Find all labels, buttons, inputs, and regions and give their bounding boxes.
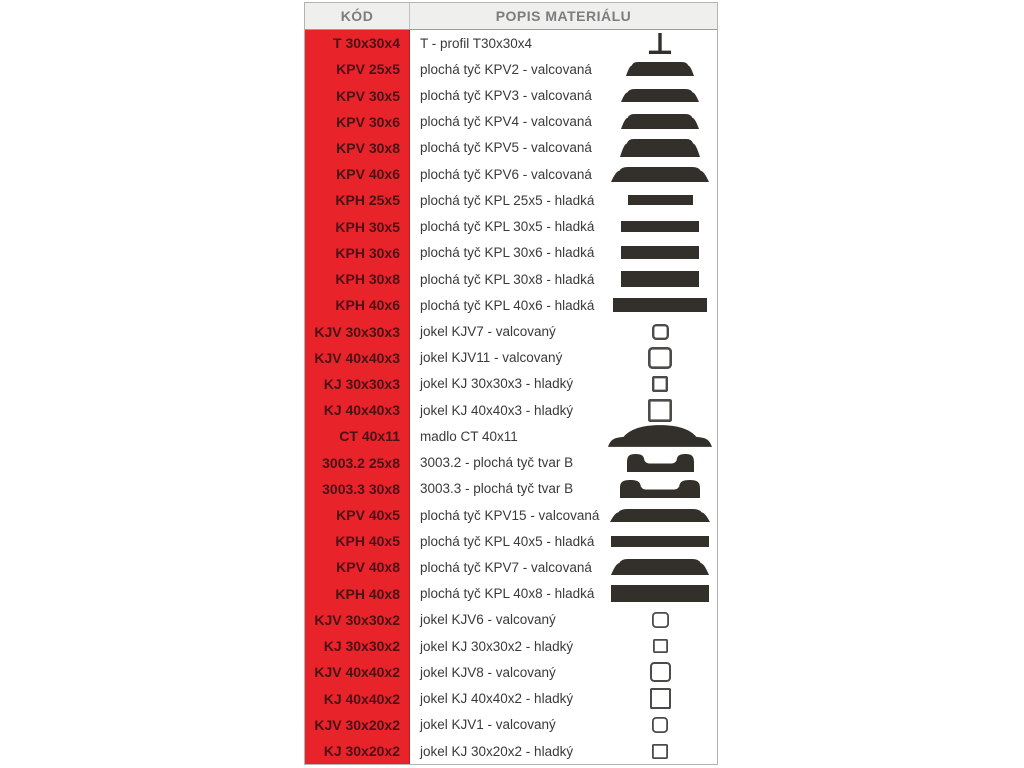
description-text: plochá tyč KPL 30x8 - hladká [420,271,595,287]
table-body [305,30,717,764]
table-row [305,685,717,711]
table-row [305,30,717,56]
description-text: plochá tyč KPV15 - valcovaná [420,507,600,523]
table-row [305,502,717,528]
description-text: jokel KJV8 - valcovaný [420,664,556,680]
rolled-flat-bar-icon [608,89,712,102]
table-row [305,476,717,502]
description-cell [410,371,717,397]
description-cell [410,266,717,292]
code-cell: 3003.2 25x8 [305,450,410,476]
table-row [305,423,717,449]
code-cell: KJ 30x30x3 [305,371,410,397]
description-text: jokel KJV7 - valcovaný [420,324,556,340]
description-cell [410,633,717,659]
table-row [305,712,717,738]
description-cell [410,685,717,711]
description-cell [410,187,717,213]
code-cell: KPV 40x6 [305,161,410,187]
handrail-profile-icon [608,425,712,447]
code-cell: KPH 30x8 [305,266,410,292]
square-tube-icon [608,744,712,759]
table-row [305,659,717,685]
description-cell [410,214,717,240]
table-row [305,135,717,161]
description-text: jokel KJV6 - valcovaný [420,612,556,628]
rolled-flat-bar-icon [608,62,712,76]
description-text: plochá tyč KPL 40x8 - hladká [420,586,595,602]
description-text: plochá tyč KPL 25x5 - hladká [420,192,595,208]
flat-bar-icon [608,246,712,259]
flat-bar-icon [608,221,712,232]
description-cell [410,397,717,423]
description-text: jokel KJ 30x30x3 - hladký [420,376,574,392]
description-text: 3003.2 - plochá tyč tvar B [420,455,574,471]
description-text: jokel KJ 40x40x3 - hladký [420,402,574,418]
table-row [305,161,717,187]
description-text: madlo CT 40x11 [420,428,518,444]
description-cell [410,581,717,607]
table-row [305,738,717,764]
code-cell: KPV 30x6 [305,109,410,135]
table-row [305,528,717,554]
description-text: plochá tyč KPV6 - valcovaná [420,166,592,182]
description-text: jokel KJ 40x40x2 - hladký [420,691,574,707]
description-text: T - profil T30x30x4 [420,35,533,51]
description-cell [410,240,717,266]
material-table [304,2,718,765]
code-cell: KPV 25x5 [305,56,410,82]
description-cell [410,423,717,449]
table-row [305,266,717,292]
description-cell [410,345,717,371]
table-row [305,56,717,82]
code-cell: KJV 30x30x3 [305,318,410,344]
rolled-square-tube-icon [608,662,712,682]
square-tube-icon [608,399,712,422]
code-cell: KJ 30x30x2 [305,633,410,659]
description-text: plochá tyč KPV5 - valcovaná [420,140,592,156]
flat-bar-icon [608,298,712,312]
code-cell: KJ 40x40x3 [305,397,410,423]
table-row [305,371,717,397]
table-row [305,581,717,607]
table-row [305,607,717,633]
table-row [305,82,717,108]
description-text: jokel KJV11 - valcovaný [420,350,563,366]
description-text: 3003.3 - plochá tyč tvar B [420,481,574,497]
description-text: jokel KJV1 - valcovaný [420,717,556,733]
description-cell [410,135,717,161]
code-cell: KPV 40x5 [305,502,410,528]
description-cell [410,738,717,764]
code-cell: KPH 40x6 [305,292,410,318]
code-cell: KPH 25x5 [305,187,410,213]
table-header-row [305,3,717,30]
table-row [305,450,717,476]
description-cell [410,56,717,82]
table-row [305,318,717,344]
description-cell [410,528,717,554]
b-shape-bar-icon [608,454,712,472]
code-cell: KPV 30x5 [305,82,410,108]
rolled-flat-bar-icon [608,139,712,157]
rolled-flat-bar-icon [608,114,712,129]
square-tube-icon [608,639,712,653]
header-description: POPIS MATERIÁLU [495,8,632,24]
description-text: plochá tyč KPV7 - valcovaná [420,559,592,575]
rolled-flat-bar-icon [608,509,712,522]
description-text: jokel KJ 30x30x2 - hladký [420,638,574,654]
description-cell [410,502,717,528]
description-cell [410,82,717,108]
code-cell: KPH 40x8 [305,581,410,607]
description-cell [410,318,717,344]
b-shape-bar-icon [608,480,712,498]
code-cell: KPV 30x8 [305,135,410,161]
code-cell: 3003.3 30x8 [305,476,410,502]
flat-bar-icon [608,585,712,602]
rolled-square-tube-icon [608,717,712,733]
code-cell: KPH 30x6 [305,240,410,266]
description-cell [410,659,717,685]
description-cell [410,554,717,580]
square-tube-icon [608,376,712,392]
code-cell: KPV 40x8 [305,554,410,580]
code-cell: KJV 40x40x3 [305,345,410,371]
rolled-square-tube-icon [608,324,712,340]
flat-bar-icon [608,536,712,547]
code-cell: KJ 40x40x2 [305,685,410,711]
description-text: plochá tyč KPL 30x5 - hladká [420,219,595,235]
description-cell [410,292,717,318]
description-cell [410,450,717,476]
table-row [305,397,717,423]
code-cell: KPH 40x5 [305,528,410,554]
description-cell [410,476,717,502]
description-text: plochá tyč KPV2 - valcovaná [420,61,592,77]
rolled-flat-bar-icon [608,559,712,575]
square-tube-icon [608,688,712,709]
description-text: plochá tyč KPL 30x6 - hladká [420,245,595,261]
flat-bar-icon [608,195,712,205]
description-text: plochá tyč KPV4 - valcovaná [420,114,592,130]
table-row [305,187,717,213]
table-row [305,240,717,266]
description-cell [410,109,717,135]
description-text: plochá tyč KPL 40x5 - hladká [420,533,595,549]
description-cell [410,607,717,633]
description-text: plochá tyč KPL 40x6 - hladká [420,297,595,313]
code-cell: T 30x30x4 [305,30,410,56]
table-row [305,292,717,318]
code-cell: KJV 30x20x2 [305,712,410,738]
description-text: jokel KJ 30x20x2 - hladký [420,743,574,759]
code-cell: KPH 30x5 [305,214,410,240]
t-profile-icon [608,33,712,54]
flat-bar-icon [608,271,712,287]
code-cell: KJ 30x20x2 [305,738,410,764]
header-code: KÓD [305,3,410,29]
description-cell [410,712,717,738]
code-cell: CT 40x11 [305,423,410,449]
code-cell: KJV 30x30x2 [305,607,410,633]
table-row [305,345,717,371]
table-row [305,109,717,135]
description-text: plochá tyč KPV3 - valcovaná [420,88,592,104]
description-cell [410,30,717,56]
table-row [305,554,717,580]
rolled-flat-bar-icon [608,167,712,182]
rolled-square-tube-icon [608,612,712,628]
code-cell: KJV 40x40x2 [305,659,410,685]
rolled-square-tube-icon [608,347,712,369]
description-cell [410,161,717,187]
table-row [305,633,717,659]
table-row [305,214,717,240]
